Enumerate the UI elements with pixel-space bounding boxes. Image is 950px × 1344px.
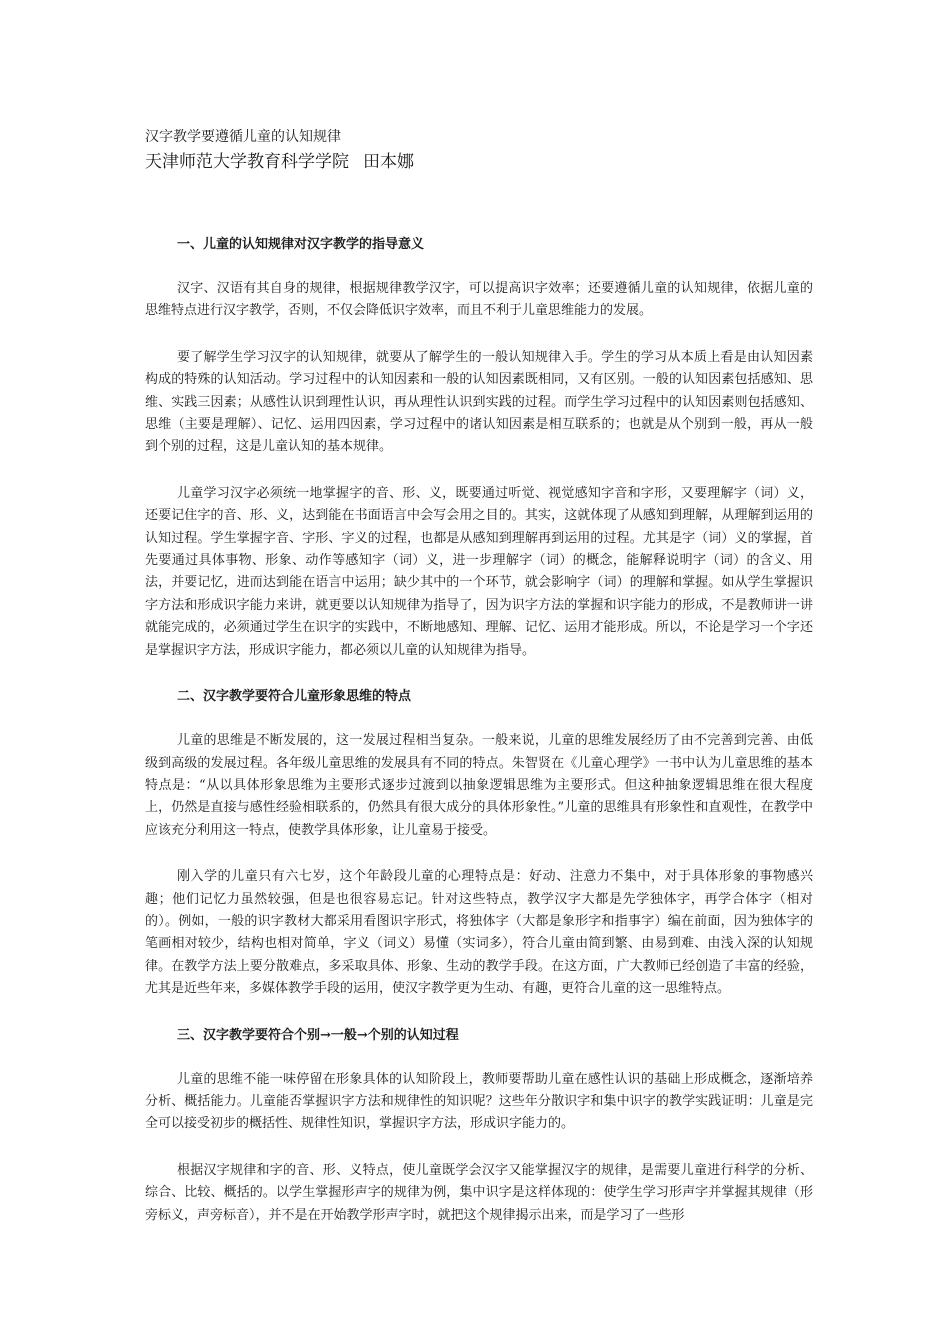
document-title: 汉字教学要遵循儿童的认知规律 (145, 129, 341, 145)
document-body (145, 234, 813, 1227)
section-heading: 三、汉字教学要符合个别→一般→个别的认知过程 (177, 1027, 459, 1043)
paragraph: 要了解学生学习汉字的认知规律，就要从了解学生的一般认知规律入手。学生的学习从本质上看是由认知因素构成的特殊的认知活动。学习过程中的认知因素和一般的认知因素既相同，又有区别。一般的认知因素包括感知、思维、实践三因素；从感性认识到理性认识，再从理性认识到实践的过程。而学生学习过程中的认知因素则包括感知、思维（主要是理解）、记忆、运用四因素，学习过程中的诸认知因素是相互联系的；也就是从个别到一般，再从一般到个别的过程，这是儿童认知的基本规律。 (145, 349, 813, 455)
section-3 (145, 1025, 813, 1227)
document-author-line (145, 150, 414, 174)
section-2 (145, 686, 813, 1000)
author-name: 田本娜 (363, 152, 414, 172)
section-1 (145, 234, 813, 662)
section-heading: 二、汉字教学要符合儿童形象思维的特点 (177, 689, 412, 705)
paragraph: 刚入学的儿童只有六七岁，这个年龄段儿童的心理特点是：好动、注意力不集中，对于具体形象的事物感兴趣；他们记忆力虽然较强，但是也很容易忘记。针对这些特点，教学汉字大都是先学独体字，再学合体字（相对的）。例如，一般的识字教材大都采用看图识字形式，将独体字（大都是象形字和指事字）编在前面，因为独体字的笔画相对较少，结构也相对简单，字义（词义）易懂（实词多），符合儿童由简到繁、由易到难、由浅入深的认知规律。在教学方法上要分散难点，多采取具体、形象、生动的教学手段。在这方面，广大教师已经创造了丰富的经验，尤其是近些年来，多媒体教学手段的运用，使汉字教学更为生动、有趣，更符合儿童的这一思维特点。 (145, 869, 813, 997)
author-affiliation: 天津师范大学教育科学学院 (145, 152, 349, 172)
paragraph: 根据汉字规律和字的音、形、义特点，使儿童既学会汉字又能掌握汉字的规律，是需要儿童进行科学的分析、综合、比较、概括的。以学生掌握形声字的规律为例，集中识字是这样体现的：使学生学习形声字并掌握其规律（形旁标义，声旁标音），并不是在开始教学形声字时，就把这个规律揭示出来，而是学习了一些形 (145, 1162, 813, 1223)
section-heading: 一、儿童的认知规律对汉字教学的指导意义 (177, 237, 425, 252)
paragraph: 儿童的思维是不断发展的，这一发展过程相当复杂。一般来说，儿童的思维发展经历了由不完善到完善、由低级到高级的发展过程。各年级儿童思维的发展具有不同的特点。朱智贤在《儿童心理学》一书中认为儿童思维的基本特点是：“从以具体形象思维为主要形式逐步过渡到以抽象逻辑思维为主要形式。但这种抽象逻辑思维在很大程度上，仍然是直接与感性经验相联系的，仍然具有很大成分的具体形象性。”儿童的思维具有形象性和直观性，在教学中应该充分利用这一特点，使教学具体形象，让儿童易于接受。 (145, 733, 813, 838)
paragraph: 汉字、汉语有其自身的规律，根据规律教学汉字，可以提高识字效率；还要遵循儿童的认知规律，依据儿童的思维特点进行汉字教学，否则，不仅会降低识字效率，而且不利于儿童思维能力的发展。 (145, 281, 813, 319)
paragraph: 儿童学习汉字必须统一地掌握字的音、形、义，既要通过听觉、视觉感知字音和字形，又要理解字（词）义，还要记住字的音、形、义，达到能在书面语言中会写会用之目的。其实，这就体现了从感知到理解，从理解到运用的认知过程。学生掌握字音、字形、字义的过程，也都是从感知到理解再到运用的过程。尤其是字（词）义的掌握，首先要通过具体事物、形象、动作等感知字（词）义，进一步理解字（词）的概念，能解释说明字（词）的含义、用法，并要记忆，进而达到能在语言中运用；缺少其中的一个环节，就会影响字（词）的理解和掌握。如从学生掌握识字方法和形成识字能力来讲，就更要以认知规律为指导了，因为识字方法的掌握和识字能力的形成，不是教师讲一讲就能完成的，必须通过学生在识字的实践中，不断地感知、理解、记忆、运用才能形成。所以，不论是学习一个字还是掌握识字方法，形成识字能力，都必须以儿童的认知规律为指导。 (145, 485, 813, 658)
paragraph: 儿童的思维不能一味停留在形象具体的认知阶段上，教师要帮助儿童在感性认识的基础上形成概念，逐渐培养分析、概括能力。儿童能否掌握识字方法和规律性的知识呢？这些年分散识字和集中识字的教学实践证明：儿童是完全可以接受初步的概括性、规律性知识，掌握识字方法，形成识字能力的。 (145, 1071, 813, 1132)
